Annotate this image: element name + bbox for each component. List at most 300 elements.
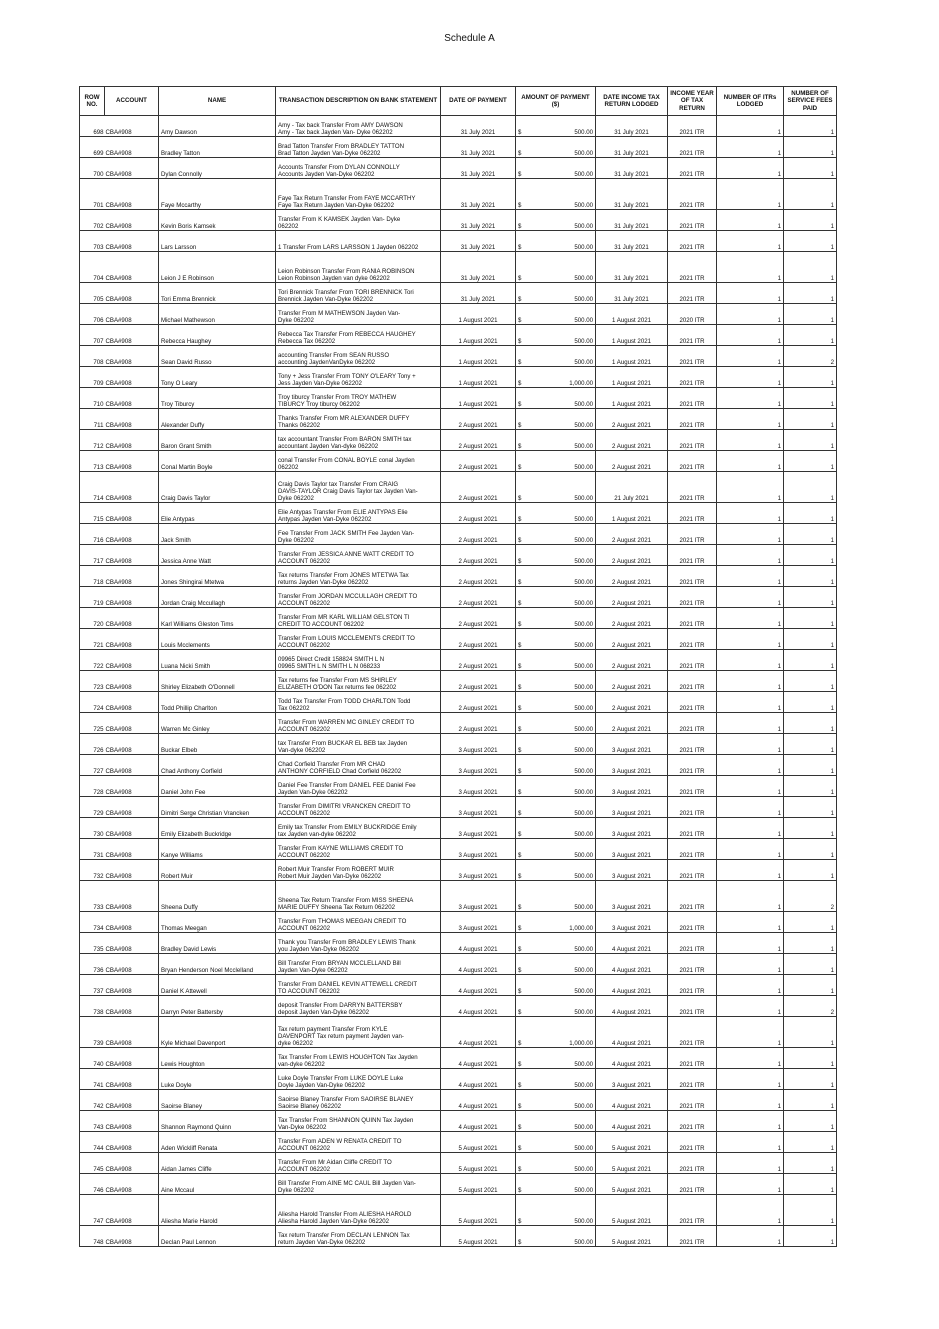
payment-date-cell: 5 August 2021 — [441, 1195, 516, 1226]
itrs-lodged-cell: 1 — [717, 430, 784, 451]
row-number: 729 — [80, 797, 105, 818]
row-number: 711 — [80, 409, 105, 430]
table-row — [80, 179, 837, 210]
account-cell: CBA#908 — [105, 755, 159, 776]
currency-symbol: $ — [516, 996, 525, 1017]
table-row — [80, 996, 837, 1017]
account-cell: CBA#908 — [105, 179, 159, 210]
payment-date-cell: 3 August 2021 — [441, 797, 516, 818]
payment-date-cell: 3 August 2021 — [441, 912, 516, 933]
description-cell: Transfer From M MATHEWSON Jayden Van- Dyke 062202 — [276, 304, 441, 325]
payment-date-cell: 3 August 2021 — [441, 818, 516, 839]
amount-cell: 500.00 — [525, 954, 596, 975]
row-number: 744 — [80, 1132, 105, 1153]
description-cell: Tax return Transfer From DECLAN LENNON Tax return Jayden Van-Dyke 062202 — [276, 1226, 441, 1247]
description-cell: 09965 Direct Credit 158824 SMITH L N 09965 SMITH L N SMITH L N 068233 — [276, 650, 441, 671]
payment-date-cell: 1 August 2021 — [441, 325, 516, 346]
table-row — [80, 409, 837, 430]
table-row — [80, 1195, 837, 1226]
name-cell: Louis Mcclements — [159, 629, 276, 650]
account-cell: CBA#908 — [105, 713, 159, 734]
currency-symbol: $ — [516, 755, 525, 776]
payment-date-cell: 2 August 2021 — [441, 650, 516, 671]
income-year-cell: 2021 ITR — [668, 231, 717, 252]
itrs-lodged-cell: 1 — [717, 346, 784, 367]
currency-symbol: $ — [516, 1069, 525, 1090]
lodged-date-cell: 2 August 2021 — [596, 713, 668, 734]
account-cell: CBA#908 — [105, 776, 159, 797]
description-cell: Transfer From DANIEL KEVIN ATTEWELL CREDIT TO ACCOUNT 062202 — [276, 975, 441, 996]
currency-symbol: $ — [516, 252, 525, 283]
income-year-cell: 2021 ITR — [668, 996, 717, 1017]
amount-cell: 500.00 — [525, 1048, 596, 1069]
amount-cell: 500.00 — [525, 116, 596, 137]
currency-symbol: $ — [516, 629, 525, 650]
currency-symbol: $ — [516, 650, 525, 671]
payment-date-cell: 3 August 2021 — [441, 881, 516, 912]
service-fees-cell: 1 — [784, 409, 837, 430]
currency-symbol: $ — [516, 608, 525, 629]
account-cell: CBA#908 — [105, 996, 159, 1017]
payment-date-cell: 1 August 2021 — [441, 388, 516, 409]
itrs-lodged-cell: 1 — [717, 1132, 784, 1153]
description-cell: Fee Transfer From JACK SMITH Fee Jayden Van- Dyke 062202 — [276, 524, 441, 545]
description-cell: Amy - Tax back Transfer From AMY DAWSON Amy - Tax back Jayden Van- Dyke 062202 — [276, 116, 441, 137]
description-cell: Bill Transfer From AINE MC CAUL Bill Jayden Van- Dyke 062202 — [276, 1174, 441, 1195]
currency-symbol: $ — [516, 451, 525, 472]
service-fees-cell: 1 — [784, 797, 837, 818]
service-fees-cell: 1 — [784, 179, 837, 210]
income-year-cell: 2021 ITR — [668, 671, 717, 692]
description-cell: Elie Antypas Transfer From ELIE ANTYPAS Elie Antypas Jayden Van-Dyke 062202 — [276, 503, 441, 524]
service-fees-cell: 1 — [784, 818, 837, 839]
lodged-date-cell: 2 August 2021 — [596, 692, 668, 713]
income-year-cell: 2021 ITR — [668, 692, 717, 713]
income-year-cell: 2021 ITR — [668, 1153, 717, 1174]
account-cell: CBA#908 — [105, 524, 159, 545]
table-row — [80, 1017, 837, 1048]
description-cell: Transfer From ADEN W RENATA CREDIT TO ACCOUNT 062202 — [276, 1132, 441, 1153]
income-year-cell: 2021 ITR — [668, 1048, 717, 1069]
name-cell: Bradley David Lewis — [159, 933, 276, 954]
name-cell: Declan Paul Lennon — [159, 1226, 276, 1247]
description-cell: Chad Corfield Transfer From MR CHAD ANTHONY CORFIELD Chad Corfield 062202 — [276, 755, 441, 776]
description-cell: Transfer From THOMAS MEEGAN CREDIT TO ACCOUNT 062202 — [276, 912, 441, 933]
payment-date-cell: 3 August 2021 — [441, 755, 516, 776]
itrs-lodged-cell: 1 — [717, 388, 784, 409]
service-fees-cell: 1 — [784, 367, 837, 388]
table-row — [80, 797, 837, 818]
description-cell: Transfer From LOUIS MCCLEMENTS CREDIT TO ACCOUNT 062202 — [276, 629, 441, 650]
amount-cell: 500.00 — [525, 881, 596, 912]
lodged-date-cell: 3 August 2021 — [596, 881, 668, 912]
account-cell: CBA#908 — [105, 1195, 159, 1226]
row-number: 713 — [80, 451, 105, 472]
payment-date-cell: 5 August 2021 — [441, 1174, 516, 1195]
table-row — [80, 524, 837, 545]
itrs-lodged-cell: 1 — [717, 409, 784, 430]
currency-symbol: $ — [516, 304, 525, 325]
account-cell: CBA#908 — [105, 472, 159, 503]
currency-symbol: $ — [516, 409, 525, 430]
amount-cell: 500.00 — [525, 503, 596, 524]
lodged-date-cell: 2 August 2021 — [596, 671, 668, 692]
currency-symbol: $ — [516, 179, 525, 210]
table-row — [80, 1153, 837, 1174]
lodged-date-cell: 4 August 2021 — [596, 933, 668, 954]
income-year-cell: 2021 ITR — [668, 975, 717, 996]
description-cell: Transfer From DIMITRI VRANCKEN CREDIT TO ACCOUNT 062202 — [276, 797, 441, 818]
account-cell: CBA#908 — [105, 671, 159, 692]
table-row — [80, 713, 837, 734]
itrs-lodged-cell: 1 — [717, 158, 784, 179]
lodged-date-cell: 1 August 2021 — [596, 325, 668, 346]
itrs-lodged-cell: 1 — [717, 137, 784, 158]
service-fees-cell: 1 — [784, 430, 837, 451]
row-number: 742 — [80, 1090, 105, 1111]
service-fees-cell: 1 — [784, 975, 837, 996]
table-row — [80, 388, 837, 409]
row-number: 739 — [80, 1017, 105, 1048]
currency-symbol: $ — [516, 116, 525, 137]
payment-date-cell: 1 August 2021 — [441, 346, 516, 367]
page-title: Schedule A — [444, 33, 495, 44]
income-year-cell: 2021 ITR — [668, 158, 717, 179]
row-number: 724 — [80, 692, 105, 713]
name-cell: Sheena Duffy — [159, 881, 276, 912]
description-cell: Daniel Fee Transfer From DANIEL FEE Daniel Fee Jayden Van-Dyke 062202 — [276, 776, 441, 797]
table-row — [80, 158, 837, 179]
row-number: 743 — [80, 1111, 105, 1132]
row-number: 705 — [80, 283, 105, 304]
service-fees-cell: 1 — [784, 566, 837, 587]
amount-cell: 500.00 — [525, 1132, 596, 1153]
description-cell: Thanks Transfer From MR ALEXANDER DUFFY Thanks 062202 — [276, 409, 441, 430]
table-row — [80, 1132, 837, 1153]
itrs-lodged-cell: 1 — [717, 1090, 784, 1111]
lodged-date-cell: 2 August 2021 — [596, 524, 668, 545]
income-year-cell: 2021 ITR — [668, 650, 717, 671]
table-row — [80, 472, 837, 503]
account-cell: CBA#908 — [105, 325, 159, 346]
name-cell: Kanye Williams — [159, 839, 276, 860]
itrs-lodged-cell: 1 — [717, 954, 784, 975]
payment-date-cell: 2 August 2021 — [441, 566, 516, 587]
currency-symbol: $ — [516, 713, 525, 734]
table-row — [80, 692, 837, 713]
income-year-cell: 2021 ITR — [668, 818, 717, 839]
service-fees-cell: 1 — [784, 671, 837, 692]
service-fees-cell: 1 — [784, 692, 837, 713]
account-cell: CBA#908 — [105, 388, 159, 409]
account-cell: CBA#908 — [105, 629, 159, 650]
itrs-lodged-cell: 1 — [717, 671, 784, 692]
account-cell: CBA#908 — [105, 650, 159, 671]
row-number: 733 — [80, 881, 105, 912]
amount-cell: 500.00 — [525, 734, 596, 755]
lodged-date-cell: 1 August 2021 — [596, 503, 668, 524]
itrs-lodged-cell: 1 — [717, 881, 784, 912]
account-cell: CBA#908 — [105, 116, 159, 137]
account-cell: CBA#908 — [105, 430, 159, 451]
payment-date-cell: 31 July 2021 — [441, 210, 516, 231]
itrs-lodged-cell: 1 — [717, 451, 784, 472]
currency-symbol: $ — [516, 587, 525, 608]
itrs-lodged-cell: 1 — [717, 1111, 784, 1132]
payment-date-cell: 31 July 2021 — [441, 158, 516, 179]
name-cell: Robert Muir — [159, 860, 276, 881]
income-year-cell: 2021 ITR — [668, 1132, 717, 1153]
amount-cell: 500.00 — [525, 1090, 596, 1111]
itrs-lodged-cell: 1 — [717, 713, 784, 734]
currency-symbol: $ — [516, 367, 525, 388]
lodged-date-cell: 4 August 2021 — [596, 975, 668, 996]
service-fees-cell: 1 — [784, 137, 837, 158]
name-cell: Alexander Duffy — [159, 409, 276, 430]
row-number: 740 — [80, 1048, 105, 1069]
income-year-cell: 2021 ITR — [668, 451, 717, 472]
itrs-lodged-cell: 1 — [717, 231, 784, 252]
income-year-cell: 2021 ITR — [668, 367, 717, 388]
currency-symbol: $ — [516, 545, 525, 566]
itrs-lodged-cell: 1 — [717, 650, 784, 671]
service-fees-cell: 1 — [784, 1048, 837, 1069]
description-cell: Accounts Transfer From DYLAN CONNOLLY Accounts Jayden Van-Dyke 062202 — [276, 158, 441, 179]
name-cell: Jordan Craig Mccullagh — [159, 587, 276, 608]
account-cell: CBA#908 — [105, 137, 159, 158]
income-year-cell: 2021 ITR — [668, 503, 717, 524]
amount-cell: 500.00 — [525, 933, 596, 954]
amount-cell: 1,000.00 — [525, 367, 596, 388]
income-year-cell: 2021 ITR — [668, 839, 717, 860]
payment-date-cell: 31 July 2021 — [441, 116, 516, 137]
amount-cell: 500.00 — [525, 158, 596, 179]
payment-date-cell: 2 August 2021 — [441, 671, 516, 692]
currency-symbol: $ — [516, 912, 525, 933]
amount-cell: 500.00 — [525, 629, 596, 650]
description-cell: 1 Transfer From LARS LARSSON 1 Jayden 062202 — [276, 231, 441, 252]
amount-cell: 500.00 — [525, 179, 596, 210]
row-number: 709 — [80, 367, 105, 388]
currency-symbol: $ — [516, 933, 525, 954]
row-number: 730 — [80, 818, 105, 839]
account-cell: CBA#908 — [105, 692, 159, 713]
lodged-date-cell: 3 August 2021 — [596, 776, 668, 797]
income-year-cell: 2021 ITR — [668, 629, 717, 650]
amount-cell: 500.00 — [525, 608, 596, 629]
payment-date-cell: 3 August 2021 — [441, 776, 516, 797]
table-row — [80, 566, 837, 587]
currency-symbol: $ — [516, 346, 525, 367]
row-number: 698 — [80, 116, 105, 137]
lodged-date-cell: 5 August 2021 — [596, 1226, 668, 1247]
account-cell: CBA#908 — [105, 933, 159, 954]
account-cell: CBA#908 — [105, 881, 159, 912]
row-number: 701 — [80, 179, 105, 210]
table-row — [80, 231, 837, 252]
account-cell: CBA#908 — [105, 860, 159, 881]
lodged-date-cell: 5 August 2021 — [596, 1195, 668, 1226]
lodged-date-cell: 4 August 2021 — [596, 954, 668, 975]
currency-symbol: $ — [516, 472, 525, 503]
amount-cell: 500.00 — [525, 776, 596, 797]
itrs-lodged-cell: 1 — [717, 1226, 784, 1247]
table-row — [80, 503, 837, 524]
description-cell: Tax Transfer From LEWIS HOUGHTON Tax Jayden van-dyke 062202 — [276, 1048, 441, 1069]
service-fees-cell: 1 — [784, 954, 837, 975]
amount-cell: 500.00 — [525, 252, 596, 283]
table-row — [80, 451, 837, 472]
service-fees-cell: 1 — [784, 116, 837, 137]
service-fees-cell: 2 — [784, 346, 837, 367]
currency-symbol: $ — [516, 975, 525, 996]
description-cell: Luke Doyle Transfer From LUKE DOYLE Luke Doyle Jayden Van-Dyke 062202 — [276, 1069, 441, 1090]
income-year-cell: 2021 ITR — [668, 566, 717, 587]
payment-date-cell: 2 August 2021 — [441, 524, 516, 545]
currency-symbol: $ — [516, 776, 525, 797]
row-number: 728 — [80, 776, 105, 797]
description-cell: Troy tiburcy Transfer From TROY MATHEW TIBURCY Troy tiburcy 062202 — [276, 388, 441, 409]
name-cell: Lewis Houghton — [159, 1048, 276, 1069]
row-number: 727 — [80, 755, 105, 776]
amount-cell: 500.00 — [525, 304, 596, 325]
table-row — [80, 430, 837, 451]
currency-symbol: $ — [516, 954, 525, 975]
lodged-date-cell: 1 August 2021 — [596, 304, 668, 325]
amount-cell: 500.00 — [525, 1174, 596, 1195]
name-cell: Todd Phillip Charlton — [159, 692, 276, 713]
service-fees-cell: 1 — [784, 1111, 837, 1132]
payment-date-cell: 31 July 2021 — [441, 283, 516, 304]
name-cell: Shannon Raymond Quinn — [159, 1111, 276, 1132]
lodged-date-cell: 3 August 2021 — [596, 797, 668, 818]
row-number: 725 — [80, 713, 105, 734]
amount-cell: 500.00 — [525, 671, 596, 692]
itrs-lodged-cell: 1 — [717, 818, 784, 839]
service-fees-cell: 1 — [784, 1090, 837, 1111]
name-cell: Bryan Henderson Noel Mcclelland — [159, 954, 276, 975]
payment-date-cell: 4 August 2021 — [441, 1017, 516, 1048]
amount-cell: 500.00 — [525, 1111, 596, 1132]
currency-symbol: $ — [516, 1226, 525, 1247]
currency-symbol: $ — [516, 734, 525, 755]
row-number: 717 — [80, 545, 105, 566]
row-number: 731 — [80, 839, 105, 860]
account-cell: CBA#908 — [105, 734, 159, 755]
description-cell: accounting Transfer From SEAN RUSSO accounting JaydenVanDyke 062202 — [276, 346, 441, 367]
itrs-lodged-cell: 1 — [717, 933, 784, 954]
row-number: 736 — [80, 954, 105, 975]
service-fees-cell: 1 — [784, 1153, 837, 1174]
table-row — [80, 839, 837, 860]
account-cell: CBA#908 — [105, 451, 159, 472]
account-cell: CBA#908 — [105, 304, 159, 325]
service-fees-cell: 1 — [784, 388, 837, 409]
row-number: 734 — [80, 912, 105, 933]
currency-symbol: $ — [516, 797, 525, 818]
name-cell: Aidan James Cliffe — [159, 1153, 276, 1174]
income-year-cell: 2021 ITR — [668, 524, 717, 545]
account-cell: CBA#908 — [105, 912, 159, 933]
lodged-date-cell: 5 August 2021 — [596, 1174, 668, 1195]
payment-date-cell: 2 August 2021 — [441, 608, 516, 629]
payment-date-cell: 4 August 2021 — [441, 1111, 516, 1132]
itrs-lodged-cell: 1 — [717, 283, 784, 304]
currency-symbol: $ — [516, 1153, 525, 1174]
itrs-lodged-cell: 1 — [717, 975, 784, 996]
currency-symbol: $ — [516, 137, 525, 158]
payment-date-cell: 2 August 2021 — [441, 545, 516, 566]
lodged-date-cell: 2 August 2021 — [596, 451, 668, 472]
itrs-lodged-cell: 1 — [717, 367, 784, 388]
account-cell: CBA#908 — [105, 409, 159, 430]
payment-date-cell: 31 July 2021 — [441, 252, 516, 283]
header-name: NAME — [159, 87, 276, 116]
payment-date-cell: 3 August 2021 — [441, 860, 516, 881]
description-cell: conal Transfer From CONAL BOYLE conal Jayden 062202 — [276, 451, 441, 472]
service-fees-cell: 1 — [784, 283, 837, 304]
itrs-lodged-cell: 1 — [717, 996, 784, 1017]
income-year-cell: 2021 ITR — [668, 1017, 717, 1048]
payment-date-cell: 4 August 2021 — [441, 933, 516, 954]
income-year-cell: 2021 ITR — [668, 179, 717, 210]
header-date-of-payment: DATE OF PAYMENT — [441, 87, 516, 116]
name-cell: Shirley Elizabeth O'Donnell — [159, 671, 276, 692]
service-fees-cell: 1 — [784, 210, 837, 231]
lodged-date-cell: 31 July 2021 — [596, 179, 668, 210]
amount-cell: 500.00 — [525, 818, 596, 839]
table-row — [80, 912, 837, 933]
itrs-lodged-cell: 1 — [717, 860, 784, 881]
payment-date-cell: 4 August 2021 — [441, 996, 516, 1017]
income-year-cell: 2021 ITR — [668, 210, 717, 231]
itrs-lodged-cell: 1 — [717, 545, 784, 566]
description-cell: Tax return payment Transfer From KYLE DAVENPORT Tax return payment Jayden van- dyke 062202 — [276, 1017, 441, 1048]
itrs-lodged-cell: 1 — [717, 524, 784, 545]
table-row — [80, 755, 837, 776]
income-year-cell: 2021 ITR — [668, 1069, 717, 1090]
amount-cell: 500.00 — [525, 713, 596, 734]
payment-date-cell: 3 August 2021 — [441, 734, 516, 755]
account-cell: CBA#908 — [105, 1153, 159, 1174]
itrs-lodged-cell: 1 — [717, 629, 784, 650]
name-cell: Karl Williams Gleston Tims — [159, 608, 276, 629]
account-cell: CBA#908 — [105, 210, 159, 231]
income-year-cell: 2021 ITR — [668, 1090, 717, 1111]
row-number: 704 — [80, 252, 105, 283]
itrs-lodged-cell: 1 — [717, 734, 784, 755]
description-cell: Tax Transfer From SHANNON QUINN Tax Jayden Van-Dyke 062202 — [276, 1111, 441, 1132]
amount-cell: 500.00 — [525, 1226, 596, 1247]
name-cell: Baron Grant Smith — [159, 430, 276, 451]
currency-symbol: $ — [516, 1048, 525, 1069]
lodged-date-cell: 31 July 2021 — [596, 158, 668, 179]
income-year-cell: 2021 ITR — [668, 1111, 717, 1132]
name-cell: Tony O Leary — [159, 367, 276, 388]
currency-symbol: $ — [516, 503, 525, 524]
header-itrs-lodged: NUMBER OF ITRs LODGED — [717, 87, 784, 116]
payment-date-cell: 4 August 2021 — [441, 1069, 516, 1090]
payment-date-cell: 3 August 2021 — [441, 839, 516, 860]
amount-cell: 500.00 — [525, 1153, 596, 1174]
service-fees-cell: 1 — [784, 839, 837, 860]
service-fees-cell: 1 — [784, 755, 837, 776]
row-number: 726 — [80, 734, 105, 755]
payment-date-cell: 5 August 2021 — [441, 1153, 516, 1174]
table-row — [80, 933, 837, 954]
income-year-cell: 2021 ITR — [668, 325, 717, 346]
amount-cell: 500.00 — [525, 524, 596, 545]
